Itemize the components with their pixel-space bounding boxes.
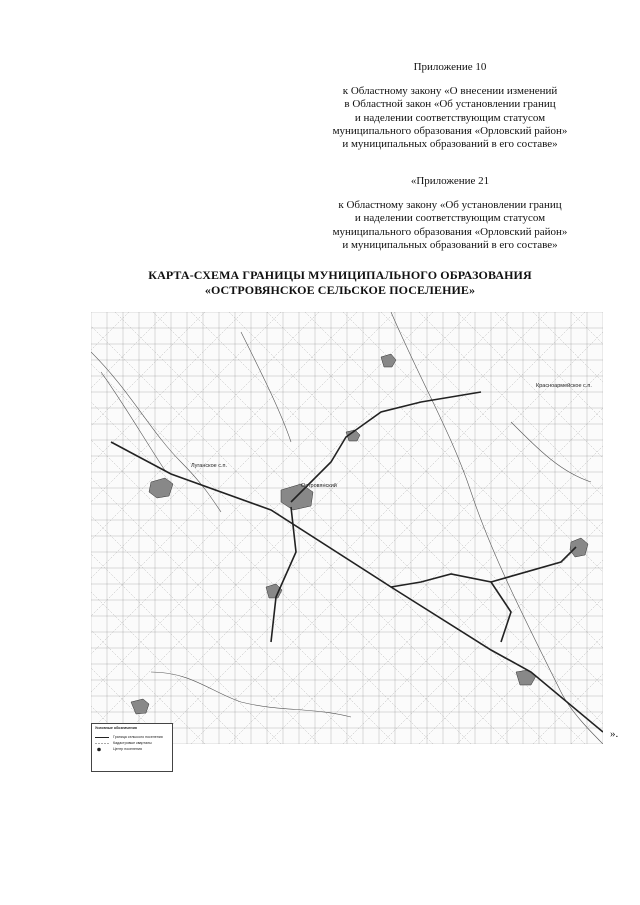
appendix-21-header <box>300 175 600 252</box>
legend-dash-symbol <box>95 741 109 746</box>
appendix-10-line: муниципального образования «Орловский район» <box>332 124 568 137</box>
appendix-10-header <box>300 61 600 151</box>
map-drawing <box>91 312 603 744</box>
legend-item-boundary <box>92 734 172 740</box>
legend-dot-symbol <box>95 747 109 752</box>
legend-label: Центр поселения <box>113 746 142 751</box>
appendix-10-line: к Областному закону «О внесении изменений <box>342 85 558 98</box>
legend-label: Граница сельского поселения <box>113 734 163 739</box>
closing-quote: ». <box>610 728 619 740</box>
place-label-krasnoarmeyskoe: Красноармейское с.п. <box>536 383 592 389</box>
place-label-ostrovyansky: Островянский <box>301 483 337 489</box>
appendix-21-heading: «Приложение 21 <box>410 175 490 187</box>
map-legend <box>91 723 173 772</box>
appendix-10-line: в Областной закон «Об установлении границ <box>344 98 556 111</box>
appendix-10-heading: Приложение 10 <box>413 61 487 73</box>
place-label-lugansk: Луганское с.п. <box>191 463 228 469</box>
appendix-21-line: и муниципальных образований в его составе» <box>342 238 558 251</box>
appendix-10-line: и муниципальных образований в его составе» <box>342 138 558 151</box>
legend-label: Кадастровые кварталы <box>113 740 152 745</box>
legend-item-center <box>92 746 172 752</box>
appendix-21-line: муниципального образования «Орловский район» <box>332 225 568 238</box>
title-line-1: КАРТА-СХЕМА ГРАНИЦЫ МУНИЦИПАЛЬНОГО ОБРАЗОВАНИЯ <box>148 268 532 282</box>
legend-line-symbol <box>95 735 109 740</box>
title-line-2: «ОСТРОВЯНСКОЕ СЕЛЬСКОЕ ПОСЕЛЕНИЕ» <box>204 283 476 297</box>
appendix-10-line: и наделении соответствующим статусом <box>354 111 546 124</box>
appendix-21-line: и наделении соответствующим статусом <box>354 212 546 225</box>
legend-title: Условные обозначения <box>95 726 137 730</box>
document-title <box>60 268 620 298</box>
appendix-21-line: к Областному закону «Об установлении границ <box>338 199 562 212</box>
boundary-map <box>91 312 603 744</box>
